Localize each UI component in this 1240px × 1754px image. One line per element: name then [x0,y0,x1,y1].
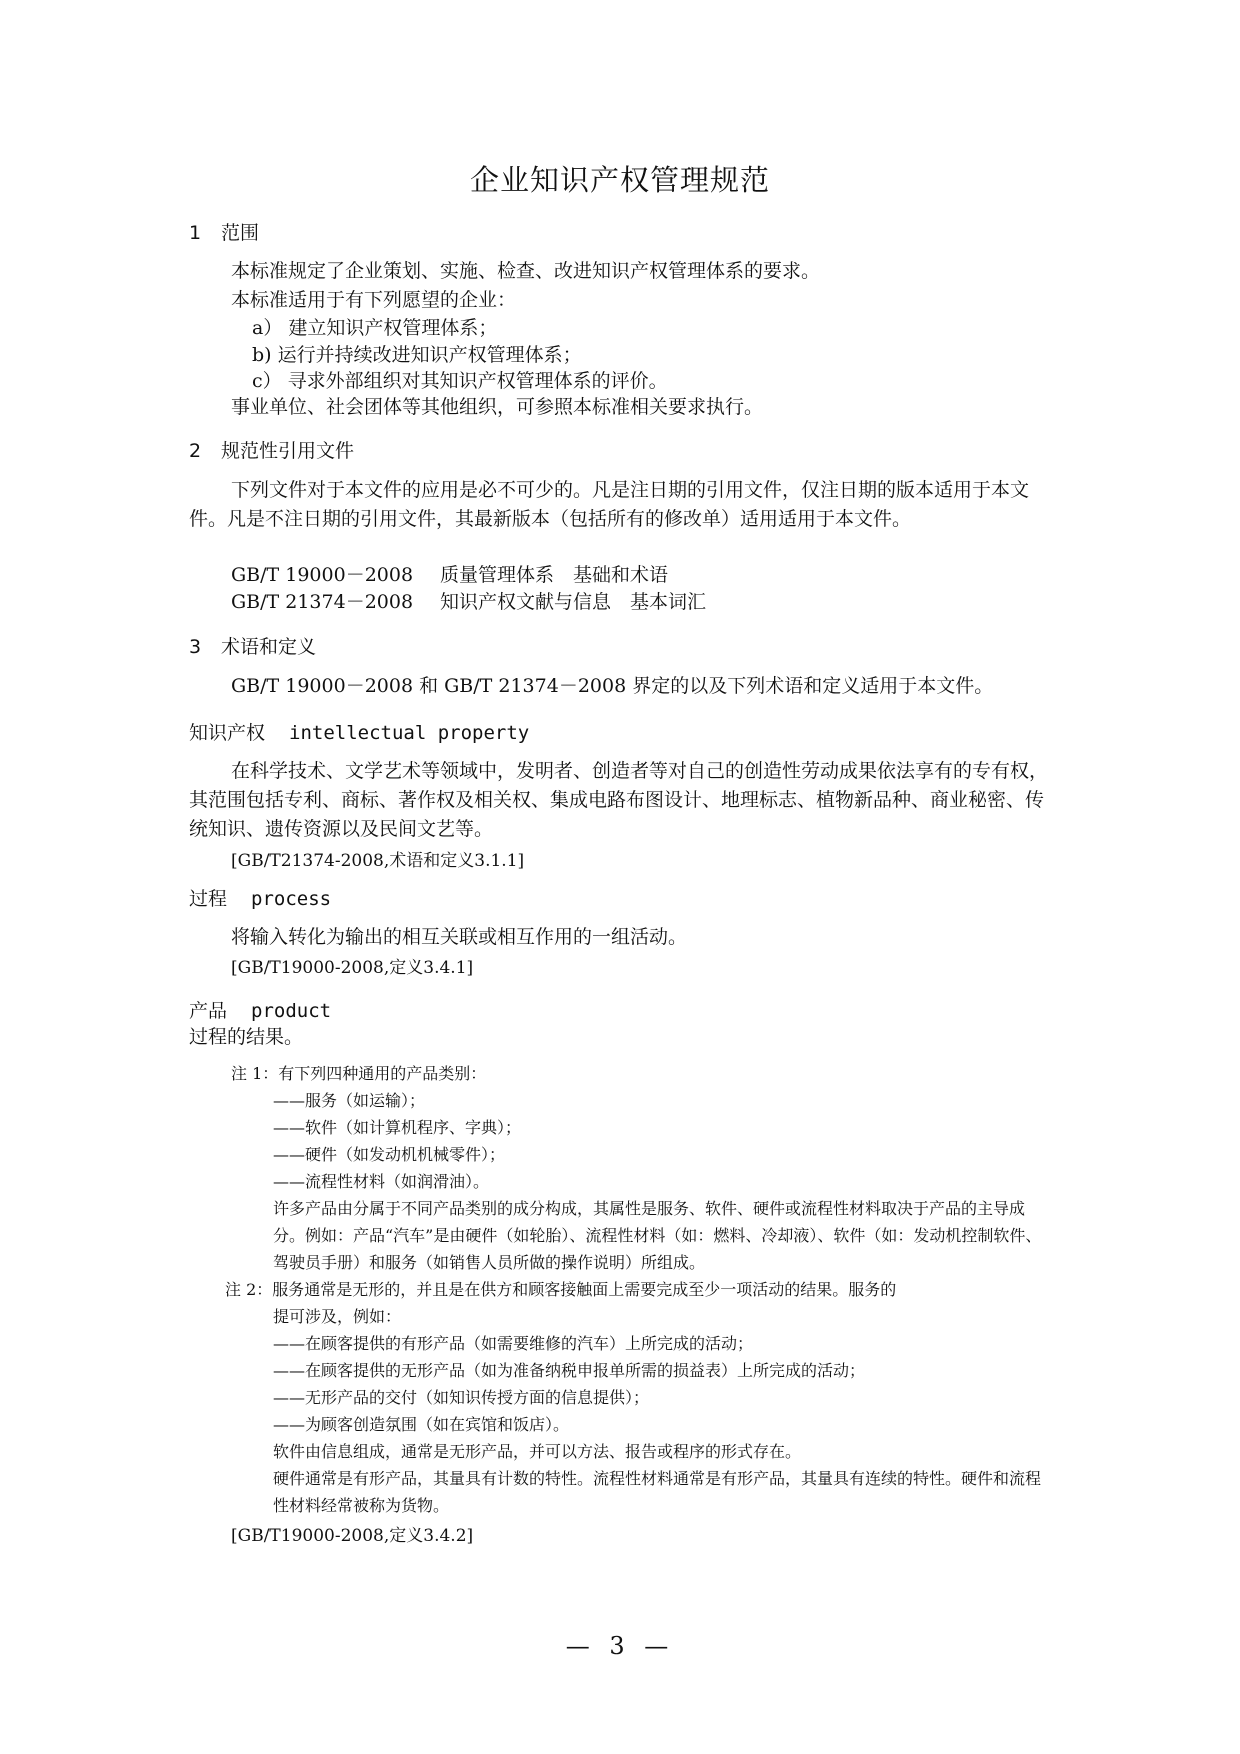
term-heading-product [189,996,331,1023]
term-zh: 产品 [189,1000,228,1022]
note-1-item: ——硬件（如发动机机械零件）； [273,1145,506,1164]
section-3-para-1: GB/T 19000－2008 和 GB/T 21374－2008 界定的以及下列术语和定义适用于本文件。 [231,675,994,697]
section-1-title: 范围 [221,222,260,244]
note-2-item: ——无形产品的交付（如知识传授方面的信息提供）； [273,1388,650,1407]
section-2-para-1: 下列文件对于本文件的应用是必不可少的。凡是注日期的引用文件，仅注日期的版本适用于本文件。凡是不注日期的引用文件，其最新版本（包括所有的修改单）适用适用于本文件。 [189,479,1030,530]
term-source-process: [GB/T19000-2008,定义3.4.1] [231,958,474,978]
note-2-item: ——在顾客提供的无形产品（如为准备纳税申报单所需的损益表）上所完成的活动； [273,1361,866,1380]
section-3-title: 术语和定义 [221,636,317,658]
document-title: 企业知识产权管理规范 [469,163,770,197]
note-2-title: 注 2：服务通常是无形的，并且是在供方和顾客接触面上需要完成至少一项活动的结果。服务的 [225,1280,897,1299]
section-3-heading [189,632,316,659]
section-2-heading [189,436,354,463]
note-2-item: ——为顾客创造氛围（如在宾馆和饭店）。 [273,1415,570,1434]
section-1-number: 1 [189,222,202,244]
section-1-para-2: 本标准适用于有下列愿望的企业： [231,289,517,311]
reference-name: 质量管理体系 基础和术语 [440,564,669,586]
term-en: intellectual property [289,722,530,744]
section-1-item-b: b) 运行并持续改进知识产权管理体系； [252,344,582,366]
reference-row [231,588,706,617]
term-definition-process: 将输入转化为输出的相互关联或相互作用的一组活动。 [231,926,688,948]
section-1-item-c: c） 寻求外部组织对其知识产权管理体系的评价。 [252,370,668,392]
note-1-text: 许多产品由分属于不同产品类别的成分构成，其属性是服务、软件、硬件或流程性材料取决于产品的主导成分。例如：产品“汽车”是由硬件（如轮胎）、流程性材料（如：燃料、冷却液）、软件（如：发动机控制软件、驾驶员手册）和服务（如销售人员所做的操作说明）所组成。 [273,1199,1042,1272]
term-definition-ip: 在科学技术、文学艺术等领域中，发明者、创造者等对自己的创造性劳动成果依法享有的专有权，其范围包括专利、商标、著作权及相关权、集成电路布图设计、地理标志、植物新品种、商业秘密、传统知识、遗传资源以及民间文艺等。 [189,760,1049,840]
note-2-item: ——在顾客提供的有形产品（如需要维修的汽车）上所完成的活动； [273,1334,754,1353]
term-heading-ip [189,718,529,745]
term-en: process [251,888,332,910]
note-1-item: ——流程性材料（如润滑油）。 [273,1172,490,1191]
page-number: — 3 — [565,1632,675,1660]
section-1-para-1: 本标准规定了企业策划、实施、检查、改进知识产权管理体系的要求。 [231,260,821,282]
reference-code: GB/T 21374－2008 [231,591,414,613]
section-1-para-3: 事业单位、社会团体等其他组织，可参照本标准相关要求执行。 [231,396,764,418]
note-1-item: ——服务（如运输）； [273,1091,426,1110]
section-2-title: 规范性引用文件 [221,440,355,462]
section-3-number: 3 [189,636,202,658]
term-source-product: [GB/T19000-2008,定义3.4.2] [231,1526,474,1546]
note-1-title: 注 1：有下列四种通用的产品类别： [231,1064,487,1083]
note-2-text-1: 软件由信息组成，通常是无形产品，并可以方法、报告或程序的形式存在。 [273,1442,802,1461]
term-zh: 过程 [189,888,228,910]
term-zh: 知识产权 [189,722,266,744]
term-definition-product: 过程的结果。 [189,1026,304,1048]
term-source-ip: [GB/T21374-2008,术语和定义3.1.1] [231,851,525,871]
term-heading-process [189,884,331,911]
section-1-heading [189,218,259,245]
reference-code: GB/T 19000－2008 [231,564,414,586]
reference-name: 知识产权文献与信息 基本词汇 [440,591,707,613]
note-2-text-2: 硬件通常是有形产品，其量具有计数的特性。流程性材料通常是有形产品，其量具有连续的特性。硬件和流程性材料经常被称为货物。 [273,1469,1042,1515]
term-en: product [251,1000,332,1022]
note-1-item: ——软件（如计算机程序、字典）； [273,1118,522,1137]
section-2-number: 2 [189,440,202,462]
reference-row [231,561,668,590]
section-1-item-a: a） 建立知识产权管理体系； [252,317,498,339]
note-2-continuation: 提可涉及，例如： [273,1307,402,1326]
